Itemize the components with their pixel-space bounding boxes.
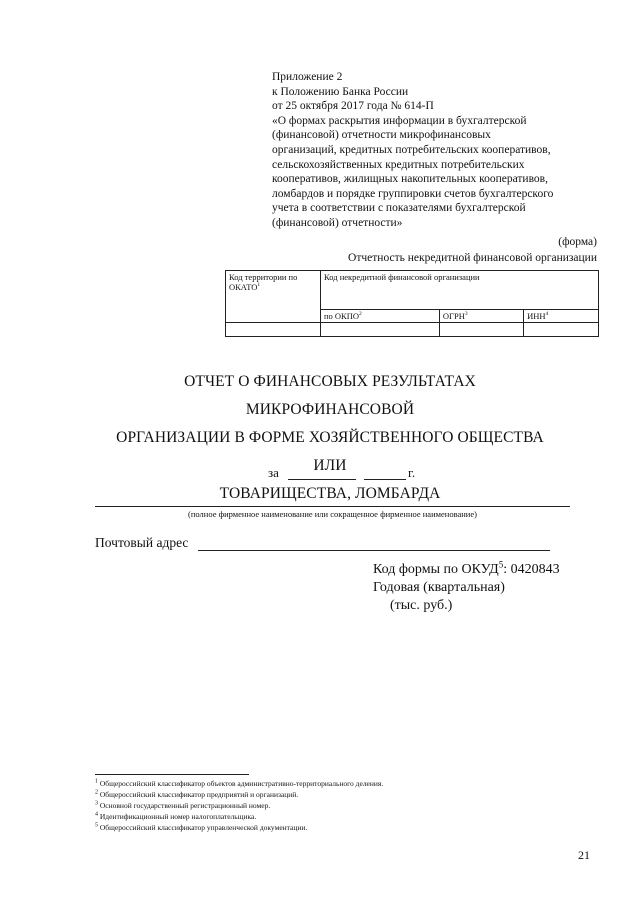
footnote-text: Общероссийский классификатор управленческой документации.	[98, 823, 308, 832]
footnote-number: 1	[95, 778, 98, 785]
codes-table	[225, 270, 599, 337]
footnote-ref: 2	[359, 311, 362, 318]
report-title-line: ОРГАНИЗАЦИИ В ФОРМЕ ХОЗЯЙСТВЕННОГО ОБЩЕСТВА ИЛИ	[116, 429, 544, 474]
territory-code-value[interactable]	[226, 323, 321, 337]
footnote-ref: 1	[257, 282, 261, 289]
inn-cell	[524, 310, 599, 323]
okud-label: Код формы по ОКУД	[373, 562, 499, 577]
okud-value: : 0420843	[503, 562, 560, 577]
postal-address-field[interactable]	[198, 550, 550, 551]
territory-code-label: Код территории по ОКАТО	[229, 272, 298, 292]
appendix-header	[272, 70, 602, 231]
period-prefix: за	[268, 465, 279, 480]
appendix-line: (финансовой) отчетности»	[272, 216, 403, 229]
forma-label: (форма)	[558, 236, 597, 248]
org-code-label: Код некредитной финансовой организации	[324, 272, 480, 282]
footnote-number: 5	[95, 822, 98, 829]
footnote-number: 2	[95, 789, 98, 796]
appendix-line: к Положению Банка России	[272, 85, 409, 98]
year-blank-field[interactable]	[364, 479, 406, 480]
footnote-number: 3	[95, 800, 98, 807]
org-name-field[interactable]	[95, 506, 570, 507]
appendix-line: от 25 октября 2017 года № 614-П	[272, 100, 434, 113]
report-title	[100, 368, 560, 508]
footnote	[95, 811, 383, 822]
footnote	[95, 789, 383, 800]
page-number: 21	[578, 848, 590, 862]
appendix-line: кооперативов, жилищных накопительных кооперативов,	[272, 173, 548, 186]
footnote-ref: 4	[545, 311, 549, 318]
period-blank-field[interactable]	[288, 479, 356, 480]
okpo-label: по ОКПО	[324, 311, 360, 321]
appendix-line: (финансовой) отчетности микрофинансовых	[272, 129, 491, 142]
year-suffix: г.	[408, 465, 416, 480]
footnote	[95, 822, 383, 833]
org-name-caption: (полное фирменное наименование или сокращенное фирменное наименование)	[188, 509, 477, 519]
footnote-divider	[95, 774, 249, 775]
okud-code-line	[373, 561, 560, 579]
ogrn-label: ОГРН	[442, 311, 465, 321]
ogrn-value[interactable]	[439, 323, 523, 337]
footnotes	[95, 778, 383, 833]
footnote-text: Общероссийский классификатор объектов административно-территориального деления.	[98, 779, 384, 788]
okpo-cell	[321, 310, 440, 323]
appendix-line: учета в соответствии с показателями бухгалтерской	[272, 202, 526, 215]
appendix-line: Приложение 2	[272, 71, 343, 83]
report-title-line: ОТЧЕТ О ФИНАНСОВЫХ РЕЗУЛЬТАТАХ МИКРОФИНАНСОВОЙ	[184, 373, 476, 418]
ogrn-cell	[439, 310, 523, 323]
org-code-cell	[321, 271, 599, 310]
reporting-label: Отчетность некредитной финансовой организации	[348, 252, 597, 264]
footnote-number: 4	[95, 811, 98, 818]
footnote-text: Общероссийский классификатор предприятий и организаций.	[98, 790, 299, 799]
footnote-text: Основной государственный регистрационный номер.	[98, 801, 271, 810]
inn-label: ИНН	[527, 311, 546, 321]
okpo-value[interactable]	[321, 323, 440, 337]
okud-unit: (тыс. руб.)	[390, 598, 453, 613]
footnote	[95, 800, 383, 811]
appendix-line: «О формах раскрытия информации в бухгалтерской	[272, 114, 527, 127]
okud-period: Годовая (квартальная)	[373, 580, 505, 595]
okud-block	[373, 561, 560, 615]
appendix-line: сельскохозяйственных кредитных потребительских	[272, 158, 525, 171]
postal-address-label: Почтовый адрес	[95, 535, 189, 550]
footnote-ref: 3	[464, 311, 468, 318]
appendix-line: ломбардов и порядке группировки счетов бухгалтерского	[272, 187, 554, 200]
footnote-ref: 5	[498, 559, 504, 570]
inn-value[interactable]	[524, 323, 599, 337]
footnote-text: Идентификационный номер налогоплательщика.	[98, 812, 257, 821]
territory-code-cell	[226, 271, 321, 323]
footnote	[95, 778, 383, 789]
appendix-line: организаций, кредитных потребительских кооперативов,	[272, 143, 551, 156]
report-title-line: ТОВАРИЩЕСТВА, ЛОМБАРДА	[219, 485, 441, 502]
